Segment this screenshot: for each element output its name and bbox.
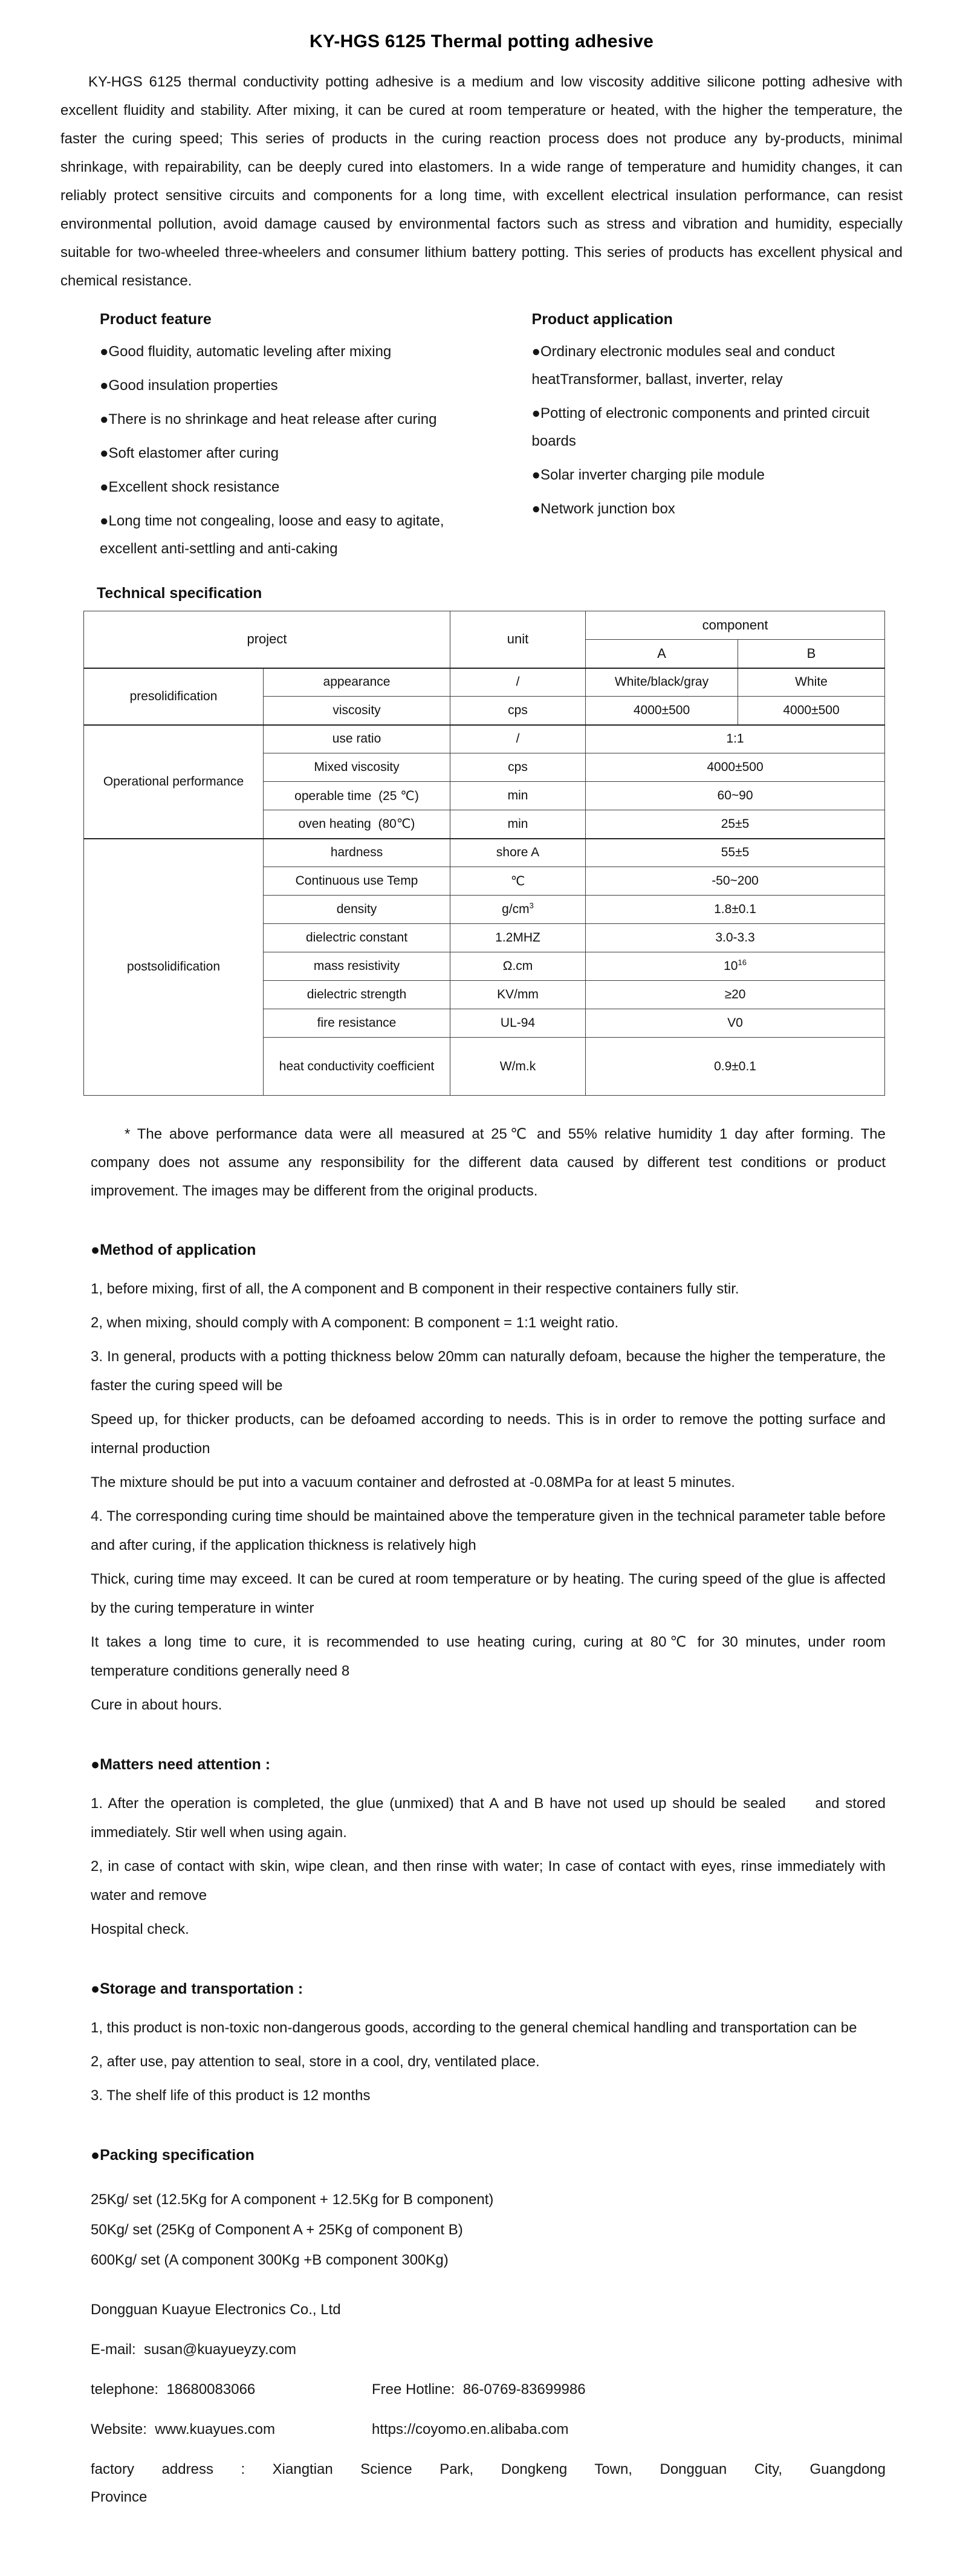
param-unit: / bbox=[450, 725, 586, 753]
param-unit: 1.2MHZ bbox=[450, 924, 586, 952]
telephone-number: telephone: 18680083066 bbox=[91, 2381, 256, 2398]
value-ab: 0.9±0.1 bbox=[586, 1038, 885, 1096]
technical-specification-table bbox=[83, 611, 885, 1096]
param-name: fire resistance bbox=[264, 1009, 450, 1038]
product-feature-section bbox=[100, 311, 478, 569]
website-line bbox=[91, 2416, 886, 2444]
feature-item: ●Good insulation properties bbox=[100, 377, 278, 394]
table-row bbox=[84, 725, 885, 753]
method-paragraph: Speed up, for thicker products, can be defoamed according to needs. This is in order to remove the potting surface and internal production bbox=[91, 1411, 886, 1457]
value-ab: 3.0-3.3 bbox=[586, 924, 885, 952]
param-unit: ℃ bbox=[450, 867, 586, 896]
param-unit: Ω.cm bbox=[450, 952, 586, 981]
param-name: use ratio bbox=[264, 725, 450, 753]
param-unit: cps bbox=[450, 697, 586, 725]
packing-specification-heading: ●Packing specification bbox=[91, 2147, 255, 2164]
unit-exponent: 3 bbox=[529, 901, 534, 910]
feature-item: ●Good fluidity, automatic leveling after mixing bbox=[100, 343, 392, 360]
value-ab: V0 bbox=[586, 1009, 885, 1038]
product-feature-heading: Product feature bbox=[100, 311, 212, 328]
value-ab: 4000±500 bbox=[586, 753, 885, 782]
packing-line: 50Kg/ set (25Kg of Component A + 25Kg of component B) bbox=[91, 2222, 463, 2238]
feature-item: ●Long time not congealing, loose and easy to agitate, excellent anti-settling and anti-caking bbox=[100, 513, 444, 557]
application-item: ●Network junction box bbox=[531, 501, 675, 517]
param-name: appearance bbox=[264, 668, 450, 697]
table-note: * The above performance data were all measured at 25℃ and 55% relative humidity 1 day after forming. The company does not assume any responsibility for the different data caused by different test conditions or product improvement. The images may be different from the original products. bbox=[91, 1126, 886, 1199]
method-paragraph: It takes a long time to cure, it is recommended to use heating curing, curing at 80℃ for 30 minutes, under room temperature conditions generally need 8 bbox=[91, 1634, 886, 1679]
attention-paragraph: 2, in case of contact with skin, wipe clean, and then rinse with water; In case of contact with eyes, rinse immediately with water and remove bbox=[91, 1858, 886, 1904]
contact-block bbox=[91, 2296, 886, 2511]
header-component-b: B bbox=[738, 640, 885, 668]
email-line: E-mail: susan@kuayueyzy.com bbox=[91, 2341, 297, 2358]
value-ab: 55±5 bbox=[586, 839, 885, 867]
feature-item: ●Excellent shock resistance bbox=[100, 479, 280, 495]
packing-line: 600Kg/ set (A component 300Kg +B component 300Kg) bbox=[91, 2252, 449, 2268]
method-paragraph: 3. In general, products with a potting thickness below 20mm can naturally defoam, because the higher the temperature, the faster the curing speed will be bbox=[91, 1348, 886, 1394]
param-name: oven heating (80℃) bbox=[264, 810, 450, 839]
factory-address-line1: factory address : Xiangtian Science Park, Dongkeng Town, Dongguan City, Guangdong bbox=[91, 2461, 886, 2477]
packing-lines bbox=[91, 2185, 886, 2275]
param-name: Continuous use Temp bbox=[264, 867, 450, 896]
value-base: 10 bbox=[724, 959, 738, 973]
value-ab: 60~90 bbox=[586, 782, 885, 810]
param-unit: min bbox=[450, 810, 586, 839]
method-paragraph: The mixture should be put into a vacuum container and defrosted at -0.08MPa for at least 5 minutes. bbox=[91, 1474, 735, 1491]
param-unit: min bbox=[450, 782, 586, 810]
attention-paragraph: Hospital check. bbox=[91, 1921, 189, 1937]
param-unit: shore A bbox=[450, 839, 586, 867]
feature-item: ●Soft elastomer after curing bbox=[100, 445, 279, 461]
header-unit: unit bbox=[450, 611, 586, 668]
intro-paragraph: KY-HGS 6125 thermal conductivity potting adhesive is a medium and low viscosity additive silicone potting adhesive with excellent fluidity and stability. After mixing, it can be cured at room temperature or heated, with the higher the temperature, the faster the curing speed; This series of products in the curing reaction process does not produce any by-products, minimal shrinkage, with repairability, can be deeply cured into elastomers. In a wide range of temperature and humidity changes, it can reliably protect sensitive circuits and components for a long time, with excellent electrical insulation performance, can resist environmental pollution, avoid damage caused by environmental factors such as stress and vibration and humidity, especially suitable for two-wheeled three-wheelers and consumer lithium battery potting. This series of products has excellent physical and chemical resistance. bbox=[60, 74, 903, 289]
param-name: dielectric constant bbox=[264, 924, 450, 952]
value-b: White bbox=[738, 668, 885, 697]
param-unit: UL-94 bbox=[450, 1009, 586, 1038]
phone-line bbox=[91, 2376, 886, 2404]
application-item: ●Potting of electronic components and printed circuit boards bbox=[531, 405, 870, 449]
param-name: viscosity bbox=[264, 697, 450, 725]
param-unit: KV/mm bbox=[450, 981, 586, 1009]
method-paragraph: Cure in about hours. bbox=[91, 1697, 222, 1713]
param-name: heat conductivity coefficient bbox=[264, 1038, 450, 1096]
table-row bbox=[84, 668, 885, 697]
param-name: mass resistivity bbox=[264, 952, 450, 981]
storage-paragraph: 1, this product is non-toxic non-dangerous goods, according to the general chemical handling and transportation can be bbox=[91, 2020, 857, 2036]
product-application-heading: Product application bbox=[531, 311, 673, 328]
unit-base: g/cm bbox=[502, 902, 530, 916]
value-ab: ≥20 bbox=[586, 981, 885, 1009]
value-ab: 1:1 bbox=[586, 725, 885, 753]
application-item: ●Ordinary electronic modules seal and conduct heatTransformer, ballast, inverter, relay bbox=[531, 343, 835, 388]
matters-need-attention-heading: ●Matters need attention : bbox=[91, 1756, 271, 1773]
page-title: KY-HGS 6125 Thermal potting adhesive bbox=[309, 31, 654, 51]
param-name: hardness bbox=[264, 839, 450, 867]
packing-line: 25Kg/ set (12.5Kg for A component + 12.5Kg for B component) bbox=[91, 2191, 494, 2208]
method-paragraph: Thick, curing time may exceed. It can be cured at room temperature or by heating. The curing speed of the glue is affected by the curing temperature in winter bbox=[91, 1571, 886, 1616]
value-exponent: 16 bbox=[738, 958, 747, 967]
technical-specification-heading: Technical specification bbox=[97, 585, 262, 602]
method-paragraph: 4. The corresponding curing time should be maintained above the temperature given in the technical parameter table before and after curing, if the application thickness is relatively high bbox=[91, 1508, 886, 1553]
table-header-row bbox=[84, 611, 885, 640]
method-paragraph: 2, when mixing, should comply with A component: B component = 1:1 weight ratio. bbox=[91, 1315, 619, 1331]
company-name: Dongguan Kuayue Electronics Co., Ltd bbox=[91, 2301, 341, 2318]
alibaba-url: https://coyomo.en.alibaba.com bbox=[372, 2421, 569, 2438]
table-row bbox=[84, 839, 885, 867]
value-a: 4000±500 bbox=[586, 697, 738, 725]
website-url: Website: www.kuayues.com bbox=[91, 2421, 276, 2438]
value-ab: 25±5 bbox=[586, 810, 885, 839]
header-component-a: A bbox=[586, 640, 738, 668]
param-unit: / bbox=[450, 668, 586, 697]
free-hotline-number: Free Hotline: 86-0769-83699986 bbox=[372, 2381, 586, 2398]
param-unit: W/m.k bbox=[450, 1038, 586, 1096]
section-label-presolidification: presolidification bbox=[84, 668, 264, 725]
value-b: 4000±500 bbox=[738, 697, 885, 725]
value-ab: 1.8±0.1 bbox=[586, 896, 885, 924]
product-application-section bbox=[532, 311, 886, 569]
param-unit-superscripted bbox=[450, 896, 586, 924]
header-project: project bbox=[84, 611, 450, 668]
method-paragraph: 1, before mixing, first of all, the A component and B component in their respective containers fully stir. bbox=[91, 1281, 739, 1297]
attention-paragraph: 1. After the operation is completed, the glue (unmixed) that A and B have not used up should be sealed and stored immediately. Stir well when using again. bbox=[91, 1795, 886, 1841]
factory-address-line2: Province bbox=[91, 2489, 148, 2505]
feature-item: ●There is no shrinkage and heat release after curing bbox=[100, 411, 437, 428]
section-label-postsolidification: postsolidification bbox=[84, 839, 264, 1096]
header-component: component bbox=[586, 611, 885, 640]
content-body bbox=[91, 311, 886, 2511]
param-unit: cps bbox=[450, 753, 586, 782]
value-ab: -50~200 bbox=[586, 867, 885, 896]
section-label-operational-performance: Operational performance bbox=[84, 725, 264, 839]
param-name: operable time (25 ℃) bbox=[264, 782, 450, 810]
param-name: density bbox=[264, 896, 450, 924]
feature-application-columns bbox=[91, 311, 886, 569]
application-item: ●Solar inverter charging pile module bbox=[531, 467, 765, 483]
value-a: White/black/gray bbox=[586, 668, 738, 697]
param-name: dielectric strength bbox=[264, 981, 450, 1009]
storage-paragraph: 3. The shelf life of this product is 12 months bbox=[91, 2087, 371, 2104]
storage-paragraph: 2, after use, pay attention to seal, store in a cool, dry, ventilated place. bbox=[91, 2054, 540, 2070]
param-name: Mixed viscosity bbox=[264, 753, 450, 782]
value-ab-superscripted bbox=[586, 952, 885, 981]
method-of-application-heading: ●Method of application bbox=[91, 1241, 256, 1258]
storage-transportation-heading: ●Storage and transportation : bbox=[91, 1980, 303, 1997]
